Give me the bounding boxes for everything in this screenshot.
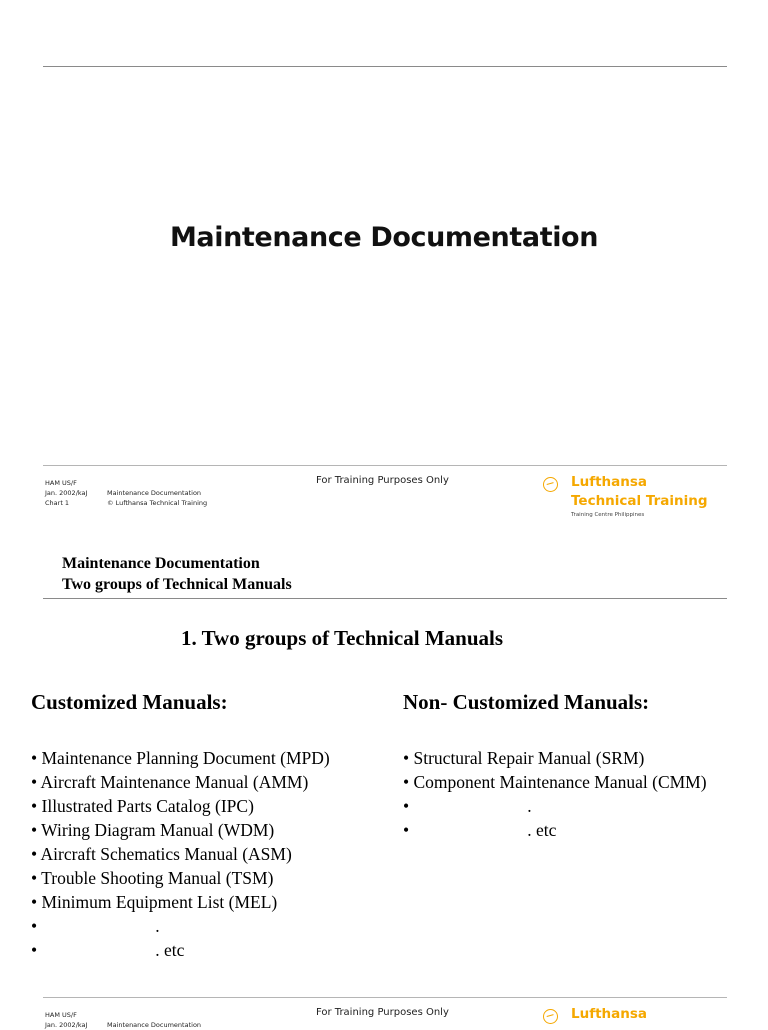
footer-training-notice: For Training Purposes Only: [316, 1007, 449, 1018]
slide2-footer-rule: [43, 997, 727, 998]
slide2-header-line2: Two groups of Technical Manuals: [62, 576, 292, 593]
slide1-footer-meta: [45, 478, 207, 508]
logo-subtitle: Training Centre Philippines: [571, 512, 645, 518]
list-item: • Wiring Diagram Manual (WDM): [31, 820, 275, 840]
footer-meta-row: [45, 478, 207, 488]
slide2-footer-meta: [45, 1010, 201, 1030]
non-customized-list: [403, 746, 707, 842]
list-item: • Structural Repair Manual (SRM): [403, 748, 645, 768]
list-item: • Component Maintenance Manual (CMM): [403, 772, 707, 792]
logo-brand-line2: Technical Training: [571, 493, 708, 509]
footer-meta-left: Chart 1: [45, 499, 70, 507]
footer-meta-row: [45, 1010, 201, 1020]
list-item: • Trouble Shooting Manual (TSM): [31, 868, 274, 888]
footer-meta-left: HAM US/F: [45, 479, 77, 487]
list-item: • Aircraft Maintenance Manual (AMM): [31, 772, 309, 792]
slide1-title: Maintenance Documentation: [169, 222, 599, 253]
crane-icon: [543, 477, 558, 492]
customized-heading: Customized Manuals:: [31, 690, 228, 714]
footer-meta-right: Maintenance Documentation: [107, 1021, 202, 1029]
slide1-footer-rule: [43, 465, 727, 466]
footer-meta-row: [45, 488, 207, 498]
list-item: • Maintenance Planning Document (MPD): [31, 748, 330, 768]
list-item: • .: [31, 916, 160, 936]
list-item: • Aircraft Schematics Manual (ASM): [31, 844, 292, 864]
lufthansa-logo: [533, 1006, 713, 1024]
footer-meta-left: Jan. 2002/kaJ: [45, 489, 88, 497]
logo-brand-line1: Lufthansa: [571, 1006, 648, 1022]
list-item: • Illustrated Parts Catalog (IPC): [31, 796, 254, 816]
slide2-header-line1: Maintenance Documentation: [62, 555, 260, 572]
non-customized-heading: Non- Customized Manuals:: [403, 690, 650, 714]
slide2-header-rule: [43, 598, 727, 599]
footer-meta-row: [45, 498, 207, 508]
list-item: • . etc: [31, 940, 185, 960]
logo-brand-line1: Lufthansa: [571, 474, 648, 490]
footer-meta-right: © Lufthansa Technical Training: [107, 499, 208, 507]
footer-training-notice: For Training Purposes Only: [316, 475, 449, 486]
footer-meta-right: Maintenance Documentation: [107, 489, 202, 497]
slide1-top-rule: [43, 66, 727, 67]
list-item: • .: [403, 796, 532, 816]
list-item: • Minimum Equipment List (MEL): [31, 892, 278, 912]
crane-icon: [543, 1009, 558, 1024]
slide2-header: [62, 553, 292, 595]
footer-meta-left: HAM US/F: [45, 1011, 77, 1019]
list-item: • . etc: [403, 820, 557, 840]
section-heading: 1. Two groups of Technical Manuals: [180, 626, 504, 650]
footer-meta-row: [45, 1020, 201, 1030]
footer-meta-left: Jan. 2002/kaJ: [45, 1021, 88, 1029]
lufthansa-logo: [533, 474, 713, 520]
customized-list: [31, 746, 330, 962]
